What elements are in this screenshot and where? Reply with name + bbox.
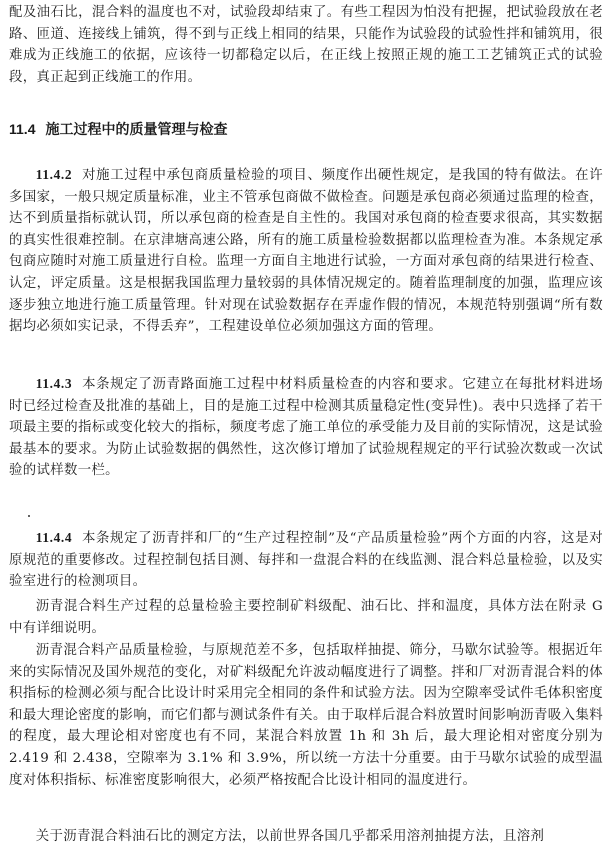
clause-text: 本条规定了沥青拌和厂的“生产过程控制”及“产品质量检验”两个方面的内容，这是对原规范的重要修改。过程控制包括目测、每拌和一盘混合料的在线监测、混合料总量检验，以及实验室进行的检测项目。 xyxy=(9,531,603,590)
clause-11-4-2 xyxy=(9,164,603,338)
clause-number: 11.4.3 xyxy=(35,376,73,391)
section-title: 施工过程中的质量管理与检查 xyxy=(45,122,228,138)
paragraph-asphalt-ratio: 关于沥青混合料油石比的测定方法，以前世界各国几乎都采用溶剂抽提方法，且溶剂 xyxy=(35,829,545,844)
clause-text: 本条规定了沥青路面施工过程中材料质量检查的内容和要求。它建立在每批材料进场时已经过检查及批准的基础上，目的是施工过程中检测其质量稳定性(变异性)。表中只选择了若干项最主要的指标或变化较大的指标，频度考虑了施工单位的承受能力及目前的实际情况，这是试验最基本的要求。为防止试验数据的偶然性，这次修订增加了试验规程规定的平行试验次数或一次试验的试样数一栏。 xyxy=(9,377,604,479)
clause-text: 对施工过程中承包商质量检验的项目、频度作出硬性规定，是我国的特有做法。在许多国家，一般只规定质量标准，业主不管承包商做不做检查。问题是承包商必须通过监理的检查，达不到质量指标就认罚，所以承包商的检查是自主性的。我国对承包商的检查要求很高，其实数据的真实性很难控制。在京津塘高速公路，所有的施工质量检验数据都以监理检查为准。本条规定承包商应随时对施工质量进行自检。监理一方面自主地进行试验，一方面对承包商的结果进行检查、认定，评定质量。这是根据我国监理力量较弱的具体情况规定的。随着监理制度的加强，监理应该逐步独立地进行施工质量管理。针对现在试验数据存在弄虚作假的情况，本规范特别强调“所有数据均必须如实记录，不得丢弃”，工程建设单位必须加强这方面的管理。 xyxy=(9,168,604,335)
section-heading xyxy=(9,118,603,141)
clause-11-4-3 xyxy=(9,373,603,482)
section-number: 11.4 xyxy=(9,121,36,137)
paragraph-summary-inspection: 沥青混合料生产过程的总量检验主要控制矿料级配、油石比、拌和温度，具体方法在附录 G 中有详细说明。 xyxy=(9,599,603,636)
paragraph-product-inspection: 沥青混合料产品质量检验，与原规范差不多，包括取样抽提、筛分，马歇尔试验等。根据近年来的实际情况及国外规范的变化，对矿料级配允许波动幅度进行了调整。拌和厂对沥青混合料的体积指标的检测必须与配合比设计时采用完全相同的条件和试验方法。因为空隙率受试件毛体积密度和最大理论密度的影响，而它们都与测试条件有关。由于取样后混合料放置时间影响沥青吸入集料的程度，最大理论相对密度也有不同，某混合料放置 1h 和 3h 后，最大理论相对密度分别为 2.419 和 2.438，空隙率为 3.1% 和 3.9%，所以统一方法十分重要。由于马歇尔试验的成型温度对体积指标、标准密度影响很大，必须严格按配合比设计相同的温度进行。 xyxy=(9,643,603,788)
clause-number: 11.4.4 xyxy=(35,530,73,545)
clause-11-4-4 xyxy=(9,527,603,593)
clause-number: 11.4.2 xyxy=(35,167,73,182)
stray-mark xyxy=(28,515,30,517)
intro-paragraph: 配及油石比，混合料的温度也不对，试验段却结束了。有些工程因为怕没有把握，把试验段放在老路、匝道、连接线上铺筑，得不到与正线上相同的结果，只能作为试验段的试验性拌和铺筑用，很难成为正线施工的依据，应该待一切都稳定以后，在正线上按照正规的施工工艺铺筑正式的试验段，真正起到正线施工的作用。 xyxy=(9,5,603,85)
